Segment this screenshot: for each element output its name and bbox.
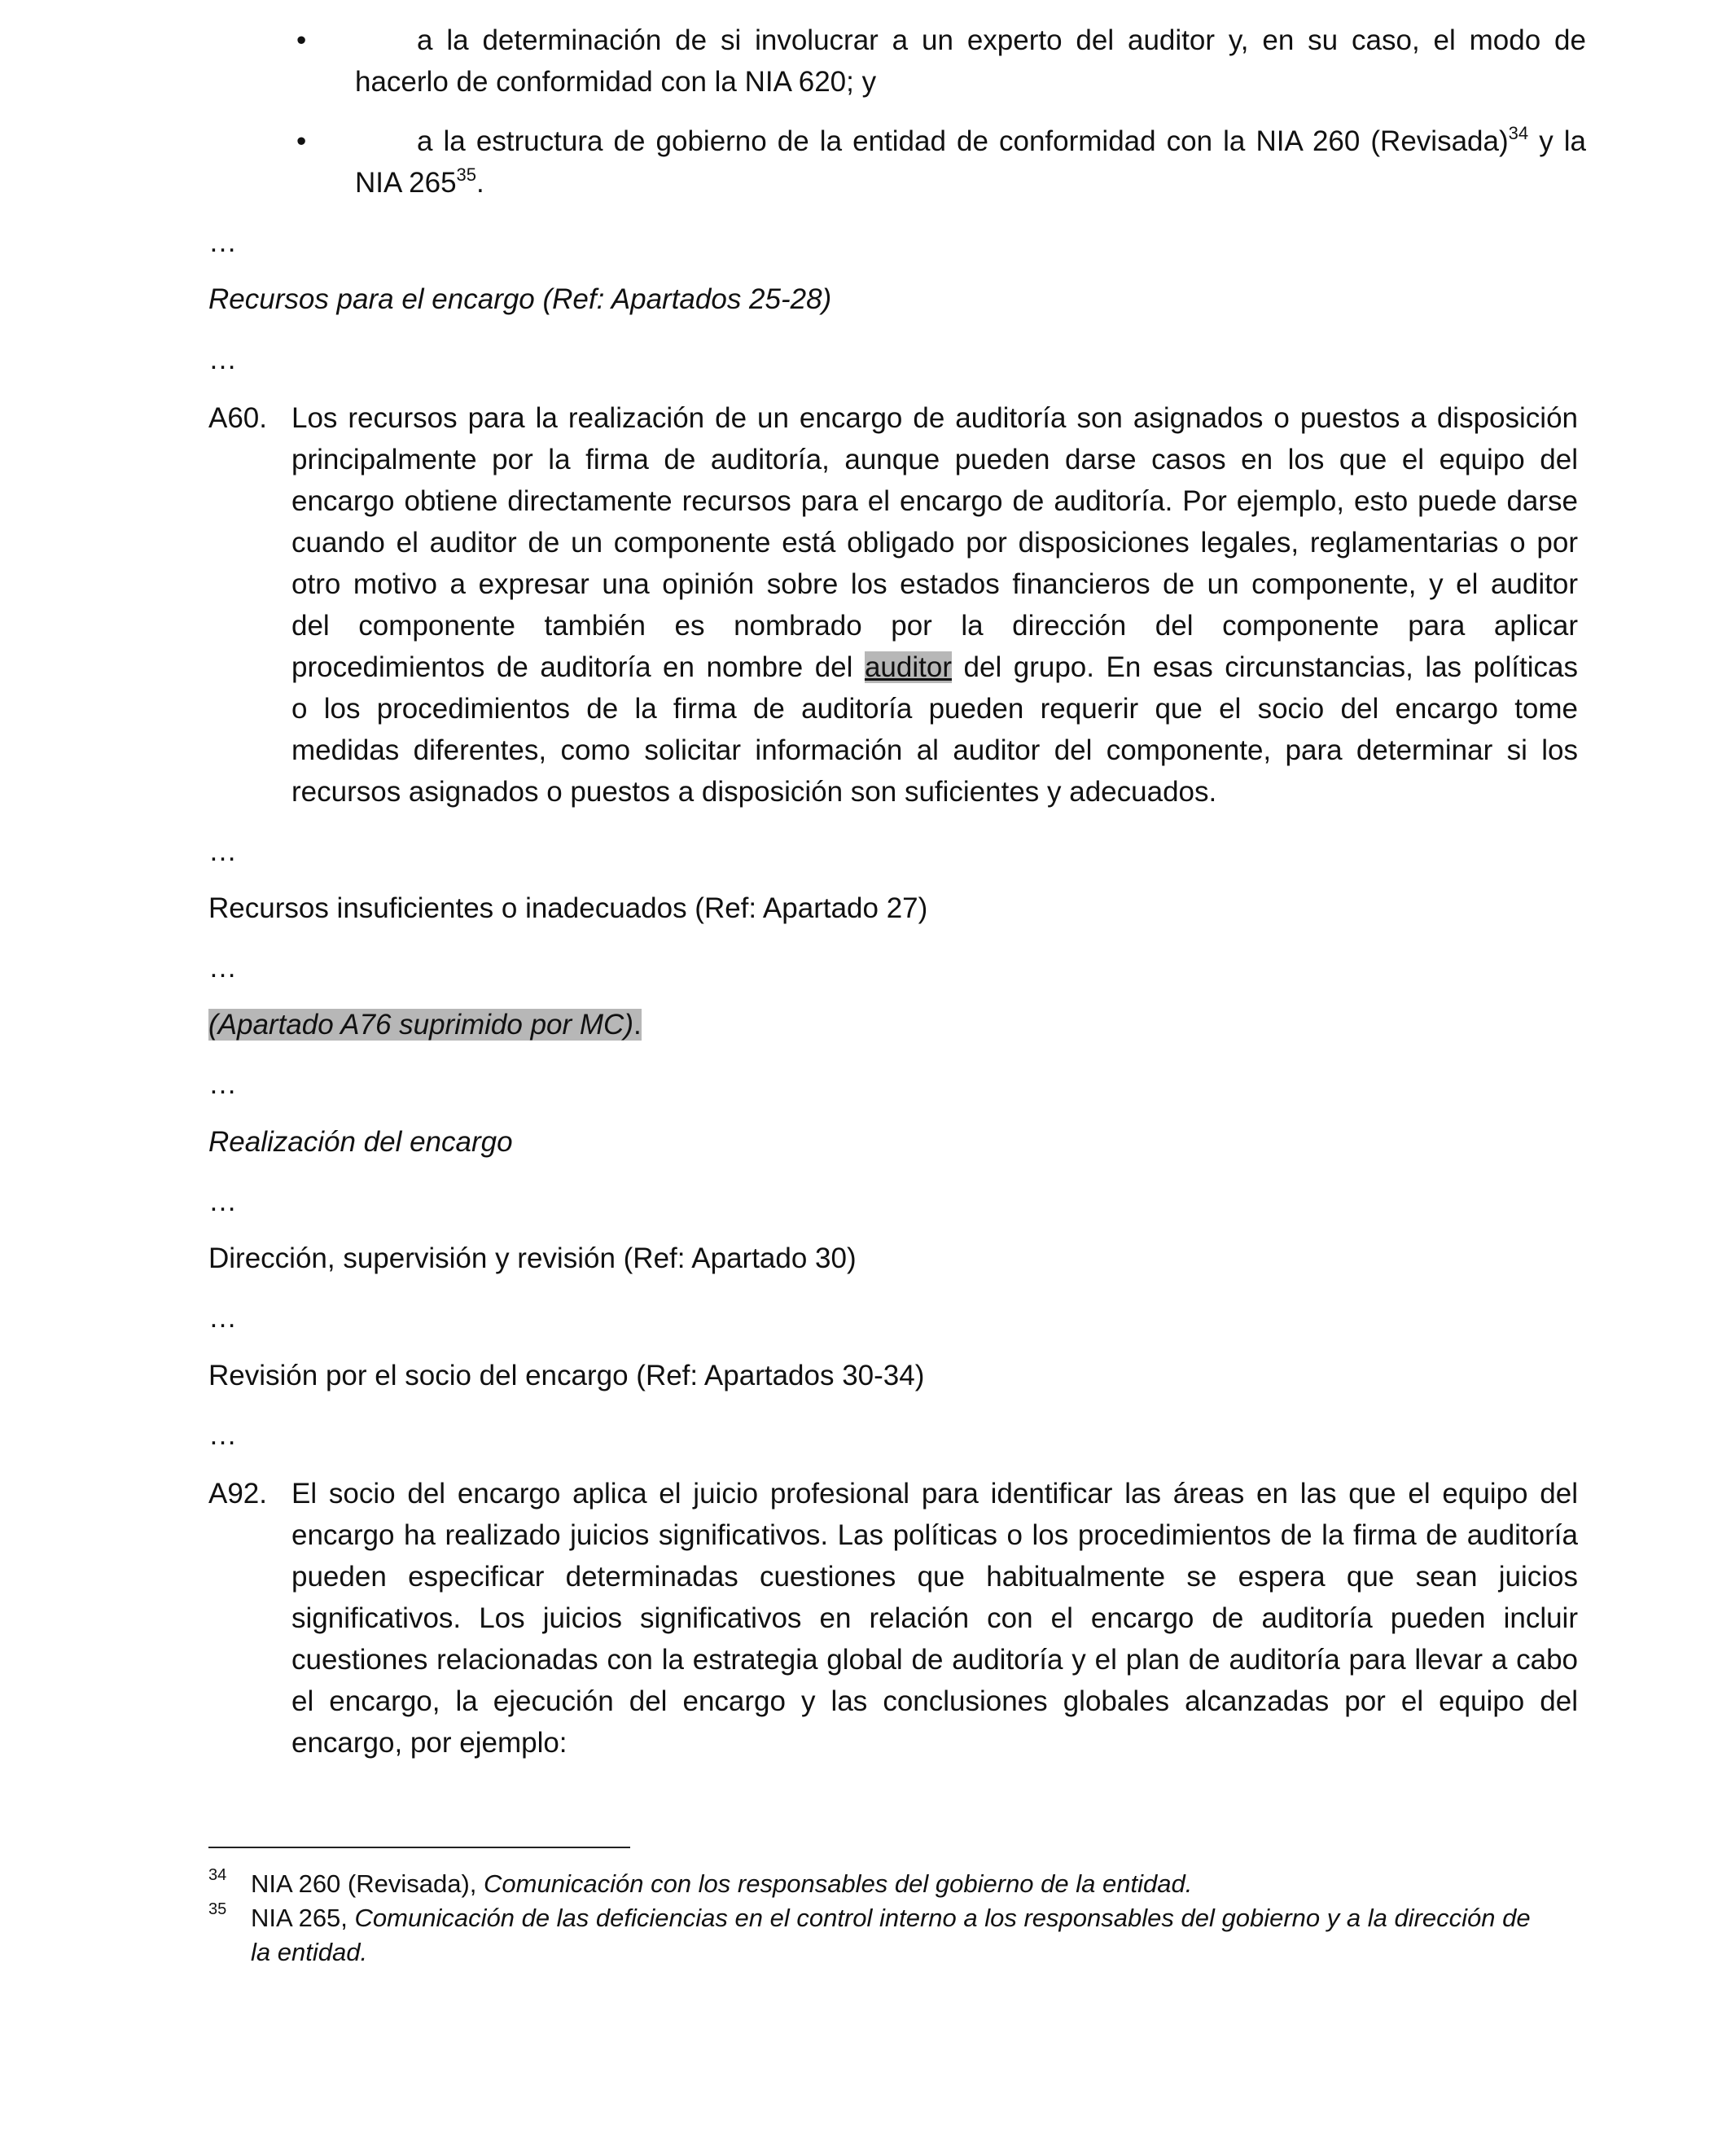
footnote-34 bbox=[251, 1867, 1192, 1901]
footnote-35 bbox=[251, 1901, 1531, 1935]
a60-line: cuando el auditor de un componente está obligado por disposiciones legales, reglamentarias o por bbox=[291, 527, 1578, 559]
bullet-2-text: a la estructura de gobierno de la entidad de conformidad con la NIA 260 (Revisada) bbox=[417, 125, 1509, 157]
bullet-2-line-2 bbox=[355, 162, 484, 204]
a60-line: del componente también es nombrado por la dirección del componente para aplicar bbox=[291, 610, 1578, 642]
ellipsis: … bbox=[208, 835, 237, 867]
footnote-ref-35[interactable]: 35 bbox=[456, 164, 477, 185]
ellipsis: … bbox=[208, 1068, 237, 1100]
ellipsis: … bbox=[208, 1185, 237, 1217]
bullet-1-line-1: a la determinación de si involucrar a un experto del auditor y, en su caso, el modo de bbox=[417, 24, 1586, 56]
bullet-1-line-2: hacerlo de conformidad con la NIA 620; y bbox=[355, 66, 877, 98]
a92-line: significativos. Los juicios significativos en relación con el encargo de auditoría pueden incluir bbox=[291, 1602, 1578, 1634]
suppressed-paragraph-dot: . bbox=[633, 1009, 642, 1041]
heading-recursos-insuficientes: Recursos insuficientes o inadecuados (Ref: Apartado 27) bbox=[208, 892, 928, 924]
a60-text: del grupo. En esas circunstancias, las políticas bbox=[951, 651, 1578, 683]
paragraph-label-a60: A60. bbox=[208, 402, 267, 434]
footnote-35-ref: NIA 265, bbox=[251, 1904, 355, 1932]
bullet-2-end: . bbox=[476, 167, 484, 199]
ellipsis: … bbox=[208, 952, 237, 984]
a60-line: encargo obtiene directamente recursos para el encargo de auditoría. Por ejemplo, esto puede darse bbox=[291, 485, 1578, 517]
paragraph-label-a92: A92. bbox=[208, 1478, 267, 1510]
bullet-marker: • bbox=[296, 125, 307, 157]
footnote-35-continuation: la entidad. bbox=[251, 1938, 368, 1966]
a92-line: pueden especificar determinadas cuestiones que habitualmente se espera que sean juicios bbox=[291, 1561, 1578, 1593]
suppressed-paragraph-italic: (Apartado A76 suprimido por MC) bbox=[208, 1009, 633, 1041]
ellipsis: … bbox=[208, 1419, 237, 1451]
suppressed-paragraph-text bbox=[208, 1009, 642, 1041]
a60-text: procedimientos de auditoría en nombre del bbox=[291, 651, 865, 683]
a60-line: otro motivo a expresar una opinión sobre los estados financieros de un componente, y el auditor bbox=[291, 568, 1578, 600]
suppressed-paragraph-note bbox=[208, 1004, 642, 1045]
heading-direccion: Dirección, supervisión y revisión (Ref: Apartado 30) bbox=[208, 1242, 857, 1274]
a60-line: Los recursos para la realización de un encargo de auditoría son asignados o puestos a disposición bbox=[291, 402, 1578, 434]
a92-line: cuestiones relacionadas con la estrategia global de auditoría y el plan de auditoría para llevar a cabo bbox=[291, 1644, 1578, 1676]
bullet-2-line-1 bbox=[417, 121, 1586, 162]
a60-line: o los procedimientos de la firma de auditoría pueden requerir que el socio del encargo tome bbox=[291, 693, 1578, 725]
ellipsis: … bbox=[208, 226, 237, 258]
a60-line: principalmente por la firma de auditoría, aunque pueden darse casos en los que el equipo del bbox=[291, 444, 1578, 475]
footnote-separator bbox=[208, 1847, 630, 1848]
footnote-number-35: 35 bbox=[208, 1900, 227, 1918]
bullet-2-nia: NIA 265 bbox=[355, 167, 457, 199]
bullet-2-tail: y la bbox=[1528, 125, 1586, 157]
heading-recursos: Recursos para el encargo (Ref: Apartados 25-28) bbox=[208, 283, 832, 315]
footnote-35-title: Comunicación de las deficiencias en el control interno a los responsables del gobierno y a la dirección de bbox=[354, 1904, 1531, 1932]
a60-last-line: recursos asignados o puestos a disposición son suficientes y adecuados. bbox=[291, 776, 1217, 808]
footnote-ref-34[interactable]: 34 bbox=[1508, 123, 1529, 143]
footnote-number-34: 34 bbox=[208, 1866, 227, 1884]
heading-revision: Revisión por el socio del encargo (Ref: Apartados 30-34) bbox=[208, 1360, 925, 1391]
ellipsis: … bbox=[208, 1302, 237, 1334]
a92-line: el encargo, la ejecución del encargo y las conclusiones globales alcanzadas por el equipo del bbox=[291, 1685, 1578, 1717]
a92-line: encargo ha realizado juicios significativos. Las políticas o los procedimientos de la firma de auditoría bbox=[291, 1519, 1578, 1551]
heading-realizacion: Realización del encargo bbox=[208, 1126, 513, 1158]
highlighted-word[interactable]: auditor bbox=[864, 651, 952, 683]
bullet-marker: • bbox=[296, 24, 307, 56]
ellipsis: … bbox=[208, 344, 237, 375]
a60-line-with-highlight bbox=[291, 646, 1578, 688]
a92-last-line: encargo, por ejemplo: bbox=[291, 1727, 568, 1759]
a92-line: El socio del encargo aplica el juicio profesional para identificar las áreas en las que el equipo del bbox=[291, 1478, 1578, 1510]
footnote-34-title: Comunicación con los responsables del gobierno de la entidad. bbox=[484, 1869, 1193, 1898]
footnote-34-ref: NIA 260 (Revisada), bbox=[251, 1869, 484, 1898]
a60-line: medidas diferentes, como solicitar información al auditor del componente, para determinar si los bbox=[291, 734, 1578, 766]
